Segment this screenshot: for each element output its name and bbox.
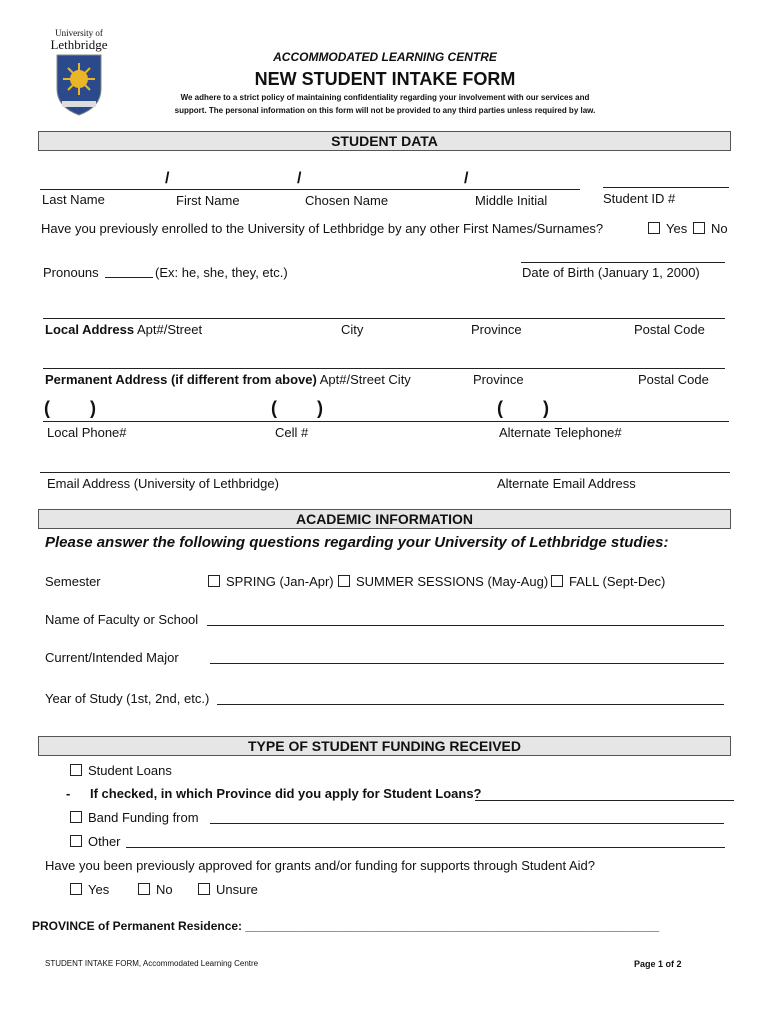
local-phone-paren-close: ) xyxy=(90,398,96,418)
local-phone-label: Local Phone# xyxy=(47,425,127,440)
funding-student-loans[interactable] xyxy=(70,763,172,778)
faculty-line[interactable] xyxy=(207,625,724,626)
approved-yes[interactable] xyxy=(70,882,109,897)
slash-2: / xyxy=(297,170,302,187)
major-label: Current/Intended Major xyxy=(45,650,179,665)
centre-name: ACCOMMODATED LEARNING CENTRE xyxy=(273,50,497,64)
band-funding-line[interactable] xyxy=(210,823,724,824)
slash-3: / xyxy=(464,170,469,187)
approved-unsure[interactable] xyxy=(198,882,258,897)
alt-phone-paren-close: ) xyxy=(543,398,549,418)
approved-no[interactable] xyxy=(138,882,173,897)
chosen-name-label: Chosen Name xyxy=(305,193,389,208)
student-data-header xyxy=(38,131,731,151)
year-line[interactable] xyxy=(217,704,724,705)
middle-initial-label: Middle Initial xyxy=(475,193,548,208)
checkbox-icon[interactable] xyxy=(138,883,150,895)
checkbox-icon[interactable] xyxy=(70,835,82,847)
checkbox-icon[interactable] xyxy=(70,883,82,895)
student-id-line[interactable] xyxy=(603,187,729,188)
other-line[interactable] xyxy=(126,847,725,848)
local-address-line[interactable] xyxy=(43,318,725,319)
funding-band[interactable] xyxy=(70,810,199,825)
prev-enrolled-no[interactable] xyxy=(693,221,728,236)
local-address-row xyxy=(45,322,202,337)
prev-enrolled-yes[interactable] xyxy=(648,221,687,236)
other-label: Other xyxy=(88,834,121,849)
local-phone-paren-open: ( xyxy=(44,398,50,418)
cell-paren-close: ) xyxy=(317,398,323,418)
confidentiality-notice-2: support. The personal information on this form will not be provided to any third parties unless required by law. xyxy=(174,106,596,115)
funding-title: TYPE OF STUDENT FUNDING RECEIVED xyxy=(247,738,522,754)
loans-province-line[interactable] xyxy=(475,800,734,801)
email-label: Email Address (University of Lethbridge) xyxy=(47,476,279,491)
form-title: NEW STUDENT INTAKE FORM xyxy=(254,69,516,89)
funding-other[interactable] xyxy=(70,834,121,849)
checkbox-icon[interactable] xyxy=(70,811,82,823)
semester-summer[interactable] xyxy=(338,574,548,589)
checkbox-icon[interactable] xyxy=(693,222,705,234)
local-province-label: Province xyxy=(471,322,522,337)
local-city-label: City xyxy=(341,322,364,337)
semester-fall[interactable] xyxy=(551,574,665,589)
checkbox-icon[interactable] xyxy=(208,575,220,587)
name-line[interactable] xyxy=(40,189,580,190)
academic-header xyxy=(38,509,731,529)
pronouns-label: Pronouns xyxy=(43,265,99,280)
perm-province-label: Province xyxy=(473,372,524,387)
dob-label: Date of Birth (January 1, 2000) xyxy=(522,265,700,280)
slash-1: / xyxy=(165,170,170,187)
faculty-label: Name of Faculty or School xyxy=(45,612,199,627)
major-line[interactable] xyxy=(210,663,724,664)
logo-line2: Lethbridge xyxy=(50,37,108,52)
confidentiality-notice-1: We adhere to a strict policy of maintaining confidentiality regarding your involvement with our services and xyxy=(180,93,590,102)
last-name-label: Last Name xyxy=(42,192,105,207)
summer-label: SUMMER SESSIONS (May-Aug) xyxy=(356,574,549,589)
spring-label: SPRING (Jan-Apr) xyxy=(226,574,334,589)
band-funding-label: Band Funding from xyxy=(88,810,199,825)
cell-label: Cell # xyxy=(275,425,309,440)
local-address-label: Local Address xyxy=(45,322,135,337)
permanent-address-row xyxy=(45,372,411,387)
alt-phone-paren-open: ( xyxy=(497,398,503,418)
approved-yes-label: Yes xyxy=(88,882,110,897)
checkbox-icon[interactable] xyxy=(198,883,210,895)
dash-bullet: - xyxy=(66,786,71,801)
logo-line1: University of xyxy=(55,28,103,38)
province-residence[interactable]: PROVINCE of Permanent Residence: ______________________________________________________________ xyxy=(32,919,660,933)
phone-line[interactable] xyxy=(43,421,729,422)
alt-email-label: Alternate Email Address xyxy=(497,476,636,491)
yes-label: Yes xyxy=(666,221,688,236)
checkbox-icon[interactable] xyxy=(70,764,82,776)
prev-approved-question: Have you been previously approved for grants and/or funding for supports through Student Aid? xyxy=(45,858,595,873)
checkbox-icon[interactable] xyxy=(338,575,350,587)
permanent-address-label: Permanent Address (if different from above) xyxy=(45,372,317,387)
local-postal-label: Postal Code xyxy=(634,322,705,337)
approved-no-label: No xyxy=(156,882,173,897)
footer-form-name: STUDENT INTAKE FORM, Accommodated Learning Centre xyxy=(45,959,259,968)
dob-line[interactable] xyxy=(521,262,725,263)
footer-page-number: Page 1 of 2 xyxy=(634,959,682,969)
perm-apt-city-label: Apt#/Street City xyxy=(319,372,411,387)
fall-label: FALL (Sept-Dec) xyxy=(569,574,666,589)
cell-paren-open: ( xyxy=(271,398,277,418)
permanent-address-line[interactable] xyxy=(43,368,725,369)
local-apt-street-label: Apt#/Street xyxy=(137,322,203,337)
alt-phone-label: Alternate Telephone# xyxy=(499,425,622,440)
academic-instruction: Please answer the following questions regarding your University of Lethbridge studies: xyxy=(45,534,669,551)
checkbox-icon[interactable] xyxy=(551,575,563,587)
pronouns-line[interactable] xyxy=(105,277,153,278)
student-id-label: Student ID # xyxy=(603,191,676,206)
student-loans-label: Student Loans xyxy=(88,763,172,778)
email-line[interactable] xyxy=(40,472,730,473)
prev-enrolled-question: Have you previously enrolled to the University of Lethbridge by any other First Names/Surnames? xyxy=(41,221,604,236)
semester-spring[interactable] xyxy=(208,574,334,589)
academic-title: ACADEMIC INFORMATION xyxy=(295,511,474,527)
student-data-title: STUDENT DATA xyxy=(331,133,438,149)
pronouns-hint: (Ex: he, she, they, etc.) xyxy=(155,265,288,280)
perm-postal-label: Postal Code xyxy=(638,372,709,387)
first-name-label: First Name xyxy=(176,193,240,208)
semester-label: Semester xyxy=(45,574,101,589)
loans-province-question: If checked, in which Province did you apply for Student Loans? xyxy=(90,786,482,801)
year-label: Year of Study (1st, 2nd, etc.) xyxy=(45,691,210,706)
approved-unsure-label: Unsure xyxy=(216,882,258,897)
no-label: No xyxy=(711,221,728,236)
funding-header xyxy=(38,736,731,756)
checkbox-icon[interactable] xyxy=(648,222,660,234)
